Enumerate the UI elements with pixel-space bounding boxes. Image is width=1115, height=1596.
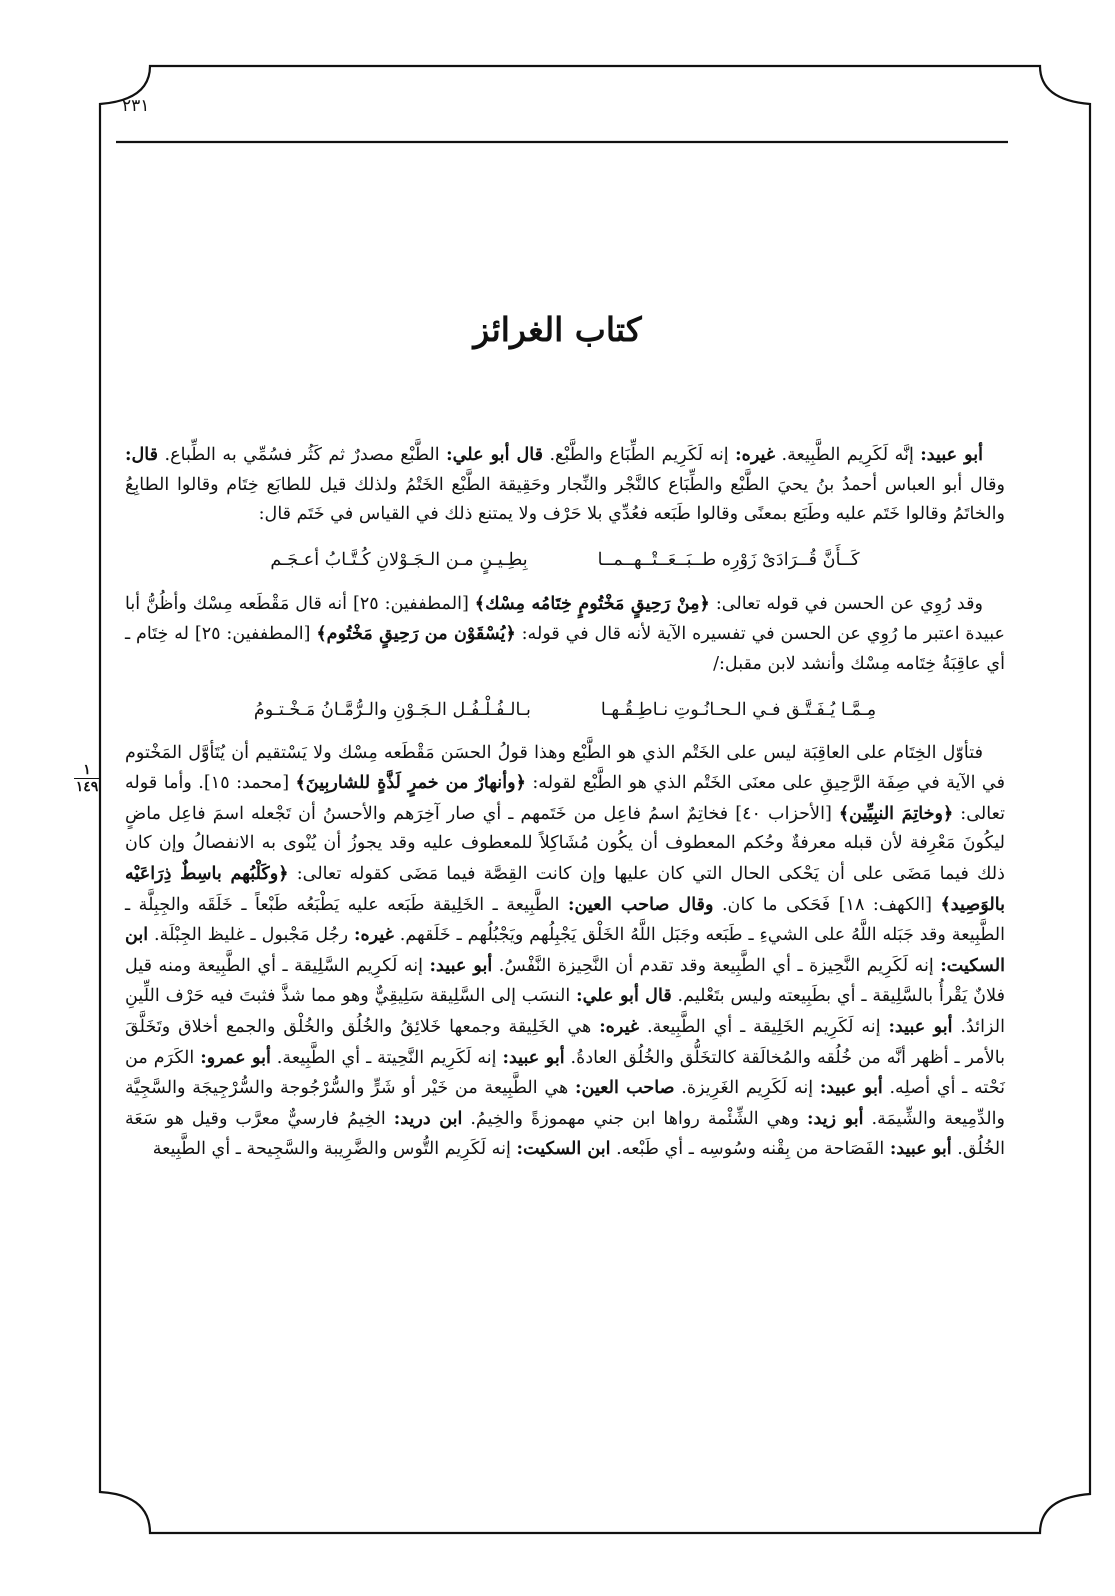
- speaker: غيره:: [735, 444, 776, 465]
- verse-second-hemistich: بِطِـيـنٍ مـن الـجَـوْلانِ كُـتَّـابُ أعـجَـم: [270, 549, 528, 570]
- text-run: فتأوّل الخِتَام على العاقِبَة ليس على الخَتْم الذي هو الطَّبْع وهذا قولُ الحسَن مَقْطَعه مِسْك ولا يَسْتقيم أن يُتَأوَّل المَخْتوم في الآية في صِفَة الرَّحِيقِ على معنَى الخَتْم الذي هو الطَّبْع لقوله:: [125, 742, 1005, 794]
- text-run: الطَّبِيعة ـ الخَلِيقة طَبَعه عليه يَطْبَعُه طَبْعاً ـ خَلَقَه والجِبِلَّة ـ الطَّبِيعة وقد جَبَله اللَّهُ على الشيءِ ـ طَبَعه وجَبَل اللَّهُ الخَلْق يَجْبِلُهم ويَجْبُلُهم ـ خَلَقهم.: [125, 894, 1006, 946]
- speaker: وقال صاحب العين:: [567, 893, 714, 915]
- verse-first-hemistich: مِـمَّـا يُـفَـتَّـق فـي الـحـانُـوتِ نـاطِـقُـهـا: [600, 699, 877, 720]
- text-run: إنه لَكَرِيم الخَلِيقة ـ أي الطَّبِيعة.: [639, 1016, 889, 1037]
- text-run: إنه لَكَرِيم الطِّبَاع والطَّبْع.: [543, 445, 736, 465]
- text-run: [الأحزاب ٤٠] فخاتِمٌ اسمُ فاعِل من خَتَمهم ـ أي صار آخِرَهم والأحسنُ أن تَجْعله اسمَ فاعِل ماضٍ ليكُونَ مَعْرِفة لأن قبله معرفةٌ وحُكم المعطوف أن يكُون مُشَاكِلاً للمعطوف عليه وقد يجوزُ أن يُنْوى به الانفصالُ وإن كان ذلك فيما مَضَى على أن يَحْكى الحال التي كان عليها وإن كانت القِصَّة فيما مَضَى كقوله تعالى:: [125, 803, 1005, 884]
- speaker: أبو عبيد:: [502, 1046, 565, 1068]
- verse-first-hemistich: كَــأَنَّ قُــرَادَىْ زَوْرِه طــبَــعَــتْــهــمــا: [597, 549, 860, 570]
- speaker: أبو عبيد:: [920, 444, 983, 465]
- text-run: [محمد: ١٥]. وأما قوله تعالى:: [125, 773, 1005, 824]
- speaker: غيره:: [599, 1015, 640, 1037]
- speaker: أبو عمرو:: [200, 1046, 271, 1068]
- quran-quote: ﴿يُسْقَوْن من رَحِيقٍ مَخْتُوم﴾: [316, 623, 516, 645]
- verse-1: [125, 545, 1005, 575]
- text-run: الكَرَم من نَحْته ـ أي أصلِه.: [125, 1047, 1005, 1099]
- folio-top-number: ١: [74, 762, 100, 779]
- text-run: إنه لَكرِيم السَّلِيقة ـ أي الطَّبِيعة ومنه قيل فلانٌ يَقْرأُ بالسَّلِيقة ـ أي بطَبِيعته وليس بتَعْليم.: [125, 955, 1005, 1007]
- quran-quote: ﴿مِنْ رَحِيقٍ مَخْتُومٍ خِتَامُه مِسْك﴾: [474, 592, 710, 614]
- quran-quote: ﴿وكَلْبُهم باسِطٌ ذِرَاعَيْه بالوَصِيد﴾: [125, 862, 1005, 915]
- text-run: الطَّبْع مصدرٌ ثم كَثُر فسُمِّي به الطِّباع.: [158, 445, 447, 465]
- text-run: وهي الشِّئْمة رواها ابن جني مهموزةً والخِيمُ.: [462, 1108, 808, 1129]
- verse-second-hemistich: بـالـفُـلْـفُـل الـجَـوْنِ والـرُّمَّـانُ مَـخْـتـومُ: [253, 699, 531, 720]
- speaker: أبو عبيد:: [889, 1138, 952, 1160]
- speaker: ابن دريد:: [393, 1107, 463, 1129]
- text-run: هي الخَلِيقة وجمعها خَلائِقُ والخُلُق والخُلْق والجمع أخلاق وتَخَلَّقَ بالأمر ـ أظهر أنَّه من خُلُقه والمُخالَقة كالتخَلُّق والخُلُق العادةُ.: [125, 1016, 1005, 1068]
- speaker: قال أبو علي:: [576, 985, 672, 1007]
- speaker: أبو زيد:: [807, 1107, 864, 1129]
- speaker: أبو عبيد:: [429, 954, 493, 976]
- text-run: وقال أبو العباس أحمدُ بنُ يحيَ الطَّبْع والطِّبَاع كالنَّجْر والنِّجار وحَقِيقة الطَّبْع الخَتْمُ ولذلك قيل للطابَع خِتَام وقالوا الطابِعُ والخاتَمُ وقالوا خَتَم عليه وطَبَع بمعنًى وقالوا طَبَعه فعُدِّي بلا حَرْف ولا يمتنع ذلك في القياس في خَتَم قال:: [125, 474, 1005, 525]
- chapter-title: كتاب الغرائز: [473, 310, 642, 349]
- speaker: أبو عبيد:: [888, 1015, 953, 1037]
- text-run: إنه لَكَرِيم النَّحِيزة ـ أي الطَّبِيعة وقد تقدم أن النَّحِيزة النَّفْسُ.: [492, 955, 941, 976]
- speaker: ابن السكيت:: [516, 1138, 611, 1160]
- text-run: رجُل مَجْبول ـ غليظ الجِبْلَة.: [148, 925, 354, 946]
- text-run: وقد رُوِي عن الحسن في قوله تعالى:: [709, 593, 983, 614]
- paragraph-1: [125, 440, 1005, 530]
- margin-folio-reference: [62, 762, 112, 795]
- text-run: الخِيمُ فارسيٌّ معرَّب وقيل هو سَعَة الخُلُق.: [125, 1108, 1005, 1160]
- body-text: [125, 440, 1005, 1165]
- text-run: النسَب إلى السَّلِيقة سَلِيقِيٌّ وهو مما شذَّ فثبتَ فيه حَرْف اللِّينِ الزائدُ.: [125, 986, 1005, 1037]
- text-run: الفَصَاحة من بِقْنه وسُوسِه ـ أي طَبْعه.: [610, 1139, 890, 1160]
- text-run: إنَّه لَكَرِيم الطَّبِيعة.: [775, 445, 921, 465]
- speaker: ابن السكيت:: [125, 924, 1005, 976]
- speaker: صاحب العين:: [574, 1077, 675, 1099]
- speaker: قال أبو علي:: [446, 444, 543, 465]
- text-run: [الكهف: ١٨] فَحَكى ما كان.: [713, 894, 941, 915]
- text-run: إنه لَكَرِيم النَّحِيتة ـ أي الطَّبِيعة.: [270, 1047, 503, 1068]
- text-run: هي الطَّبِيعة من خَيْر أو شَرٍّ والسُّرْجُوجة والسُّرْجِيجَة والسَّجِيَّة والدِّمِيعة والشِّيمَة.: [125, 1078, 1006, 1129]
- page-number: ٢٣١: [122, 96, 150, 116]
- text-run: [المطففين: ٢٥] له خِتَام ـ أي عاقِبَةُ خِتَامه مِسْك وأنشد لابن مقبل:/: [125, 624, 1005, 674]
- verse-2: [125, 695, 1005, 725]
- text-run: إنه لَكَرِيم الغَرِيزة.: [674, 1078, 820, 1099]
- text-run: إنه لَكَرِيم التُّوس والضَّرِيبة والسَّجِيحة ـ أي الطَّبِيعة: [152, 1139, 517, 1160]
- quran-quote: ﴿وأنهارٌ من خمرٍ لَذَّةٍ للشاربِينَ﴾: [295, 772, 526, 794]
- speaker: غيره:: [353, 924, 394, 946]
- quran-quote: ﴿وخاتِمَ النبِيِّين﴾: [838, 802, 954, 824]
- paragraph-2: [125, 589, 1005, 680]
- speaker: قال:: [125, 444, 159, 465]
- text-run: [المطففين: ٢٥] أنه قال مَقْطَعه مِسْك وأظُنُّ أبا عبيدة اعتبر ما رُوِي عن الحسن في تفسيره الآية لأنه قال في قوله:: [125, 593, 1005, 645]
- paragraph-3: [125, 739, 1005, 1165]
- folio-bottom-number: ١٤٩: [75, 779, 99, 795]
- speaker: أبو عبيد:: [819, 1077, 883, 1099]
